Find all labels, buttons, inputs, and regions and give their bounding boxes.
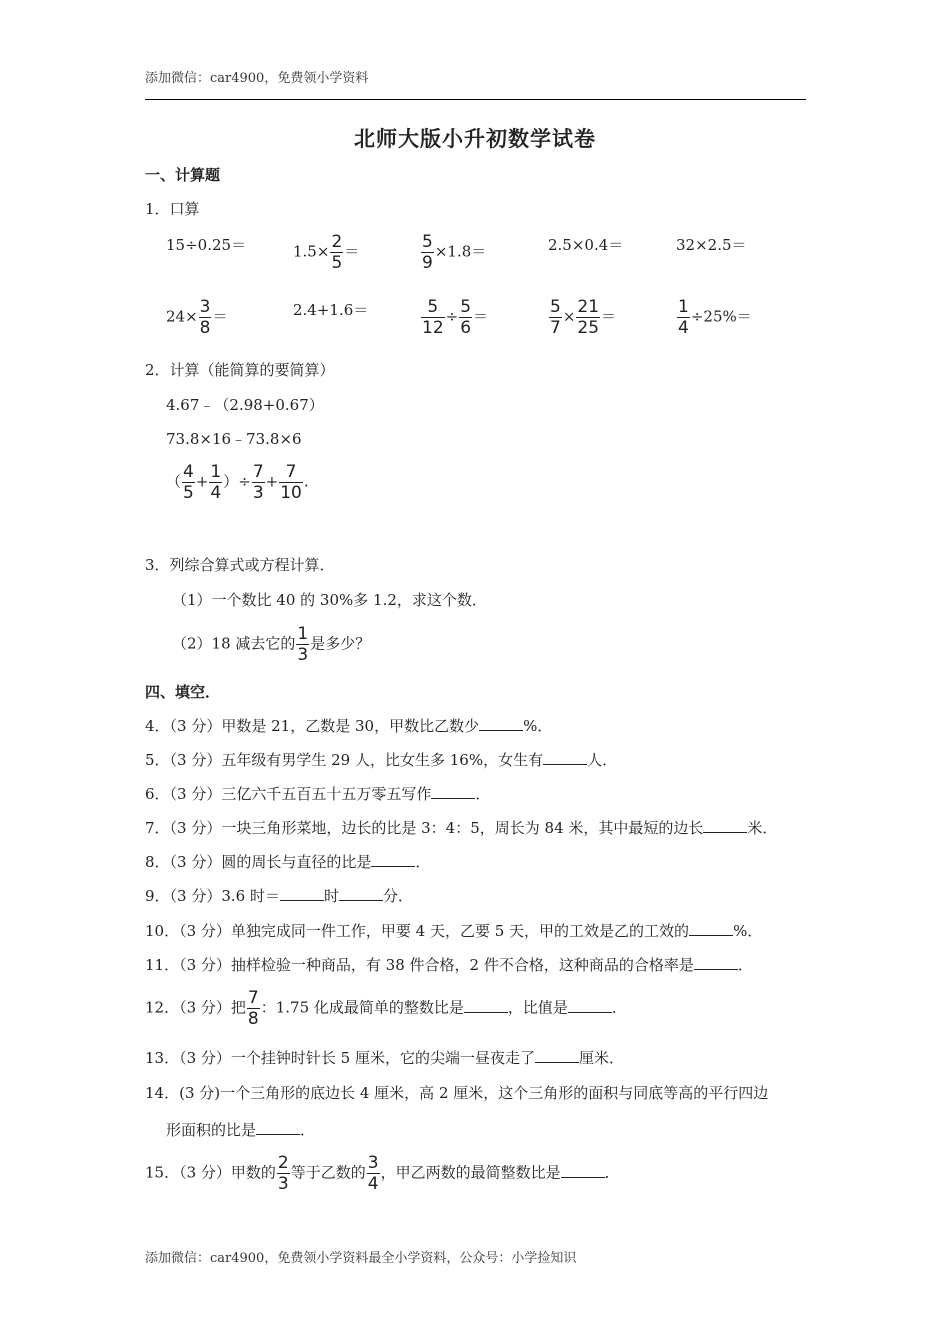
- fill-question-14-line-2: 形面积的比是 ．: [166, 1121, 316, 1139]
- fraction: $\frac{3}{8}$: [199, 297, 211, 338]
- answer-blank[interactable]: [256, 1120, 300, 1135]
- fraction: $\frac{4}{5}$: [183, 462, 194, 503]
- fill-question-9: 9．（3 分）3.6 时＝ 时 分．: [145, 887, 414, 905]
- fill-question-15: 15．（3 分）甲数的 $\frac{2}{3}$ 等于乙数的 $\frac{3}{4}$ ，甲乙两数的最简整数比是 ．: [145, 1153, 620, 1194]
- answer-blank[interactable]: [339, 886, 383, 901]
- section-heading-calc: 一、计算题: [145, 166, 221, 184]
- header-divider: [145, 99, 806, 100]
- fraction: $\frac{21}{25}$: [577, 297, 600, 338]
- answer-blank[interactable]: [535, 1048, 579, 1063]
- oral-item-i: $\frac{5}{7}$ × $\frac{21}{25}$ ＝: [550, 297, 617, 338]
- fraction: $\frac{1}{3}$: [297, 624, 309, 665]
- fraction: $\frac{5}{12}$: [422, 297, 444, 338]
- answer-blank[interactable]: [561, 1163, 605, 1178]
- fraction: $\frac{7}{8}$: [247, 988, 259, 1029]
- answer-blank[interactable]: [689, 921, 733, 936]
- fraction: $\frac{1}{4}$: [210, 462, 222, 503]
- oral-item-c: $\frac{5}{9}$ ×1.8＝: [422, 232, 487, 273]
- fraction: $\frac{3}{4}$: [367, 1153, 379, 1194]
- question-3-sub-2: （2）18 减去它的 $\frac{1}{3}$ 是多少？: [172, 624, 371, 665]
- page-header: 添加微信：car4900，免费领小学资料: [145, 71, 369, 86]
- calc-line-3: （ $\frac{4}{5}$ + $\frac{1}{4}$ ）÷ $\frac{7}{3}$ + $\frac{7}{10}$ .: [166, 462, 309, 503]
- fraction: $\frac{5}{9}$: [422, 232, 433, 273]
- fill-question-6: 6．（3 分）三亿六千五百五十五万零五写作 ．: [145, 785, 491, 803]
- answer-blank[interactable]: [464, 998, 508, 1013]
- fill-question-11: 11．（3 分）抽样检验一种商品，有 38 件合格，2 件不合格，这种商品的合格率是 ．: [145, 956, 753, 974]
- question-2-label: 2．计算（能简算的要简算）: [145, 361, 335, 379]
- fill-question-4: 4．（3 分）甲数是 21，乙数是 30，甲数比乙数少 %．: [145, 717, 553, 735]
- answer-blank[interactable]: [543, 750, 587, 765]
- question-3-sub-1: （1）一个数比 40 的 30%多 1.2，求这个数．: [172, 591, 487, 609]
- oral-item-g: 2.4+1.6＝: [293, 301, 369, 319]
- answer-blank[interactable]: [431, 784, 475, 799]
- oral-item-e: 32×2.5＝: [676, 236, 747, 254]
- oral-item-h: $\frac{5}{12}$ ÷ $\frac{5}{6}$ ＝: [422, 297, 489, 338]
- fill-question-8: 8．（3 分）圆的周长与直径的比是 ．: [145, 853, 431, 871]
- oral-item-b: 1.5× $\frac{2}{5}$ ＝: [293, 232, 360, 273]
- answer-blank[interactable]: [694, 955, 738, 970]
- oral-item-j: $\frac{1}{4}$ ÷25%＝: [678, 297, 752, 338]
- oral-item-d: 2.5×0.4＝: [548, 236, 624, 254]
- fill-question-10: 10．（3 分）单独完成同一件工作，甲要 4 天，乙要 5 天，甲的工效是乙的工效的 %．: [145, 922, 763, 940]
- fraction: $\frac{5}{7}$: [550, 297, 561, 338]
- calc-line-1: 4.67﹣（2.98+0.67）: [166, 396, 324, 414]
- fill-question-13: 13．（3 分）一个挂钟时针长 5 厘米，它的尖端一昼夜走了 厘米．: [145, 1049, 624, 1067]
- page-title: 北师大版小升初数学试卷: [354, 126, 596, 151]
- fraction: $\frac{2}{5}$: [331, 232, 343, 273]
- answer-blank[interactable]: [479, 716, 523, 731]
- answer-blank[interactable]: [371, 852, 415, 867]
- fill-question-7: 7．（3 分）一块三角形菜地，边长的比是 3：4：5，周长为 84 米，其中最短的边长 米．: [145, 819, 778, 837]
- fraction: $\frac{7}{3}$: [252, 462, 264, 503]
- answer-blank[interactable]: [703, 818, 747, 833]
- fraction: $\frac{1}{4}$: [678, 297, 689, 338]
- fill-question-12: 12．（3 分）把 $\frac{7}{8}$ ：1.75 化成最简单的整数比是 ，比值是 ．: [145, 988, 627, 1029]
- fraction: $\frac{7}{10}$: [280, 462, 302, 503]
- oral-item-a: 15÷0.25＝: [166, 236, 247, 254]
- question-3-label: 3．列综合算式或方程计算．: [145, 556, 335, 574]
- answer-blank[interactable]: [280, 886, 324, 901]
- page-footer: 添加微信：car4900，免费领小学资料最全小学资料，公众号：小学捡知识: [145, 1251, 577, 1266]
- question-1-label: 1．口算: [145, 200, 200, 218]
- fill-question-5: 5．（3 分）五年级有男学生 29 人，比女生多 16%，女生有 人．: [145, 751, 618, 769]
- fill-question-14-line-1: 14．(3 分)一个三角形的底边长 4 厘米，高 2 厘米，这个三角形的面积与同底等高的平行四边: [145, 1084, 769, 1102]
- calc-line-2: 73.8×16﹣73.8×6: [166, 430, 302, 448]
- fraction: $\frac{2}{3}$: [277, 1153, 289, 1194]
- section-heading-fill: 四、填空．: [145, 683, 221, 701]
- fraction: $\frac{5}{6}$: [460, 297, 472, 338]
- oral-item-f: 24× $\frac{3}{8}$ ＝: [166, 297, 228, 338]
- answer-blank[interactable]: [568, 998, 612, 1013]
